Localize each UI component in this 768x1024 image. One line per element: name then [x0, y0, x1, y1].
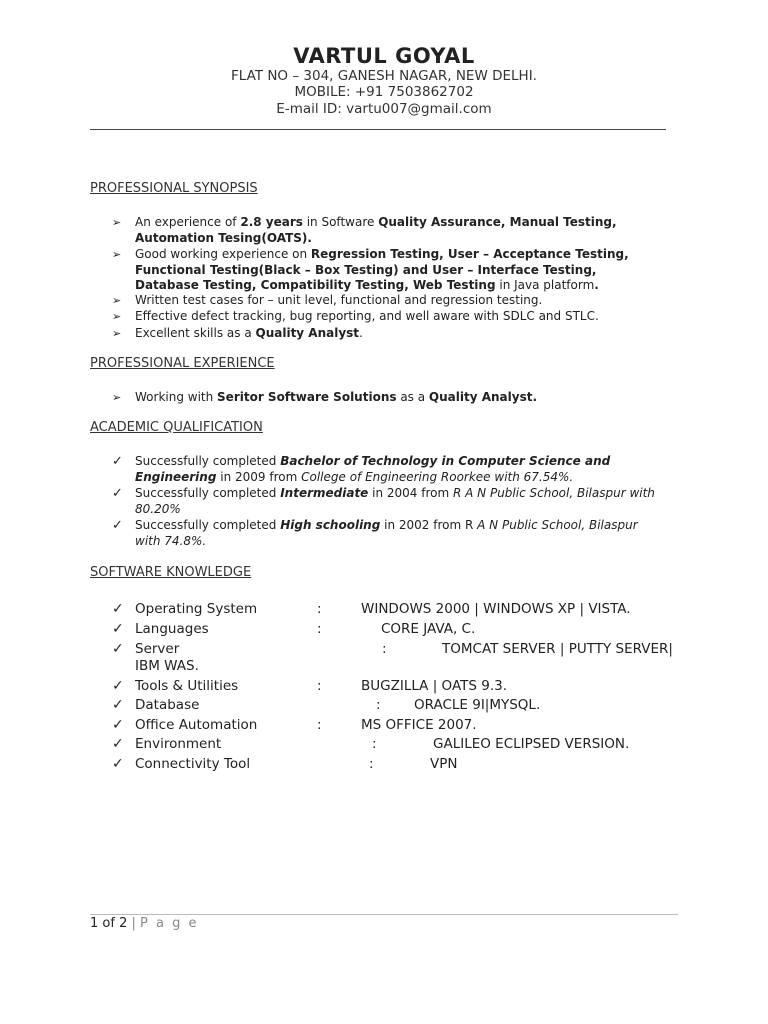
check-bullet-icon: ✓	[112, 678, 124, 694]
section-heading-synopsis: PROFESSIONAL SYNOPSIS	[90, 181, 258, 196]
section-heading-experience: PROFESSIONAL EXPERIENCE	[90, 356, 275, 371]
check-bullet-icon: ✓	[112, 621, 124, 637]
check-bullet-icon: ✓	[112, 486, 123, 501]
page-label: P a g e	[140, 916, 199, 931]
arrow-bullet-icon: ➢	[112, 294, 122, 307]
header-divider	[90, 129, 666, 130]
arrow-bullet-icon: ➢	[112, 310, 122, 323]
candidate-name: VARTUL GOYAL	[293, 44, 475, 68]
address-line: FLAT NO – 304, GANESH NAGAR, NEW DELHI.	[231, 68, 537, 84]
page-number: 1 of 2	[90, 916, 128, 931]
check-bullet-icon: ✓	[112, 454, 123, 469]
arrow-bullet-icon: ➢	[112, 391, 122, 404]
check-bullet-icon: ✓	[112, 697, 124, 713]
check-bullet-icon: ✓	[112, 518, 123, 533]
arrow-bullet-icon: ➢	[112, 248, 122, 261]
check-bullet-icon: ✓	[112, 601, 124, 617]
email-line: E-mail ID: vartu007@gmail.com	[276, 101, 492, 117]
section-heading-academic: ACADEMIC QUALIFICATION	[90, 420, 263, 435]
section-heading-software: SOFTWARE KNOWLEDGE	[90, 565, 252, 580]
arrow-bullet-icon: ➢	[112, 327, 122, 340]
arrow-bullet-icon: ➢	[112, 216, 122, 229]
mobile-line: MOBILE: +91 7503862702	[294, 84, 474, 100]
check-bullet-icon: ✓	[112, 756, 124, 772]
page-footer: 1 of 2 | P a g e	[90, 916, 199, 931]
check-bullet-icon: ✓	[112, 717, 124, 733]
check-bullet-icon: ✓	[112, 641, 124, 657]
footer-divider	[90, 914, 678, 915]
check-bullet-icon: ✓	[112, 736, 124, 752]
